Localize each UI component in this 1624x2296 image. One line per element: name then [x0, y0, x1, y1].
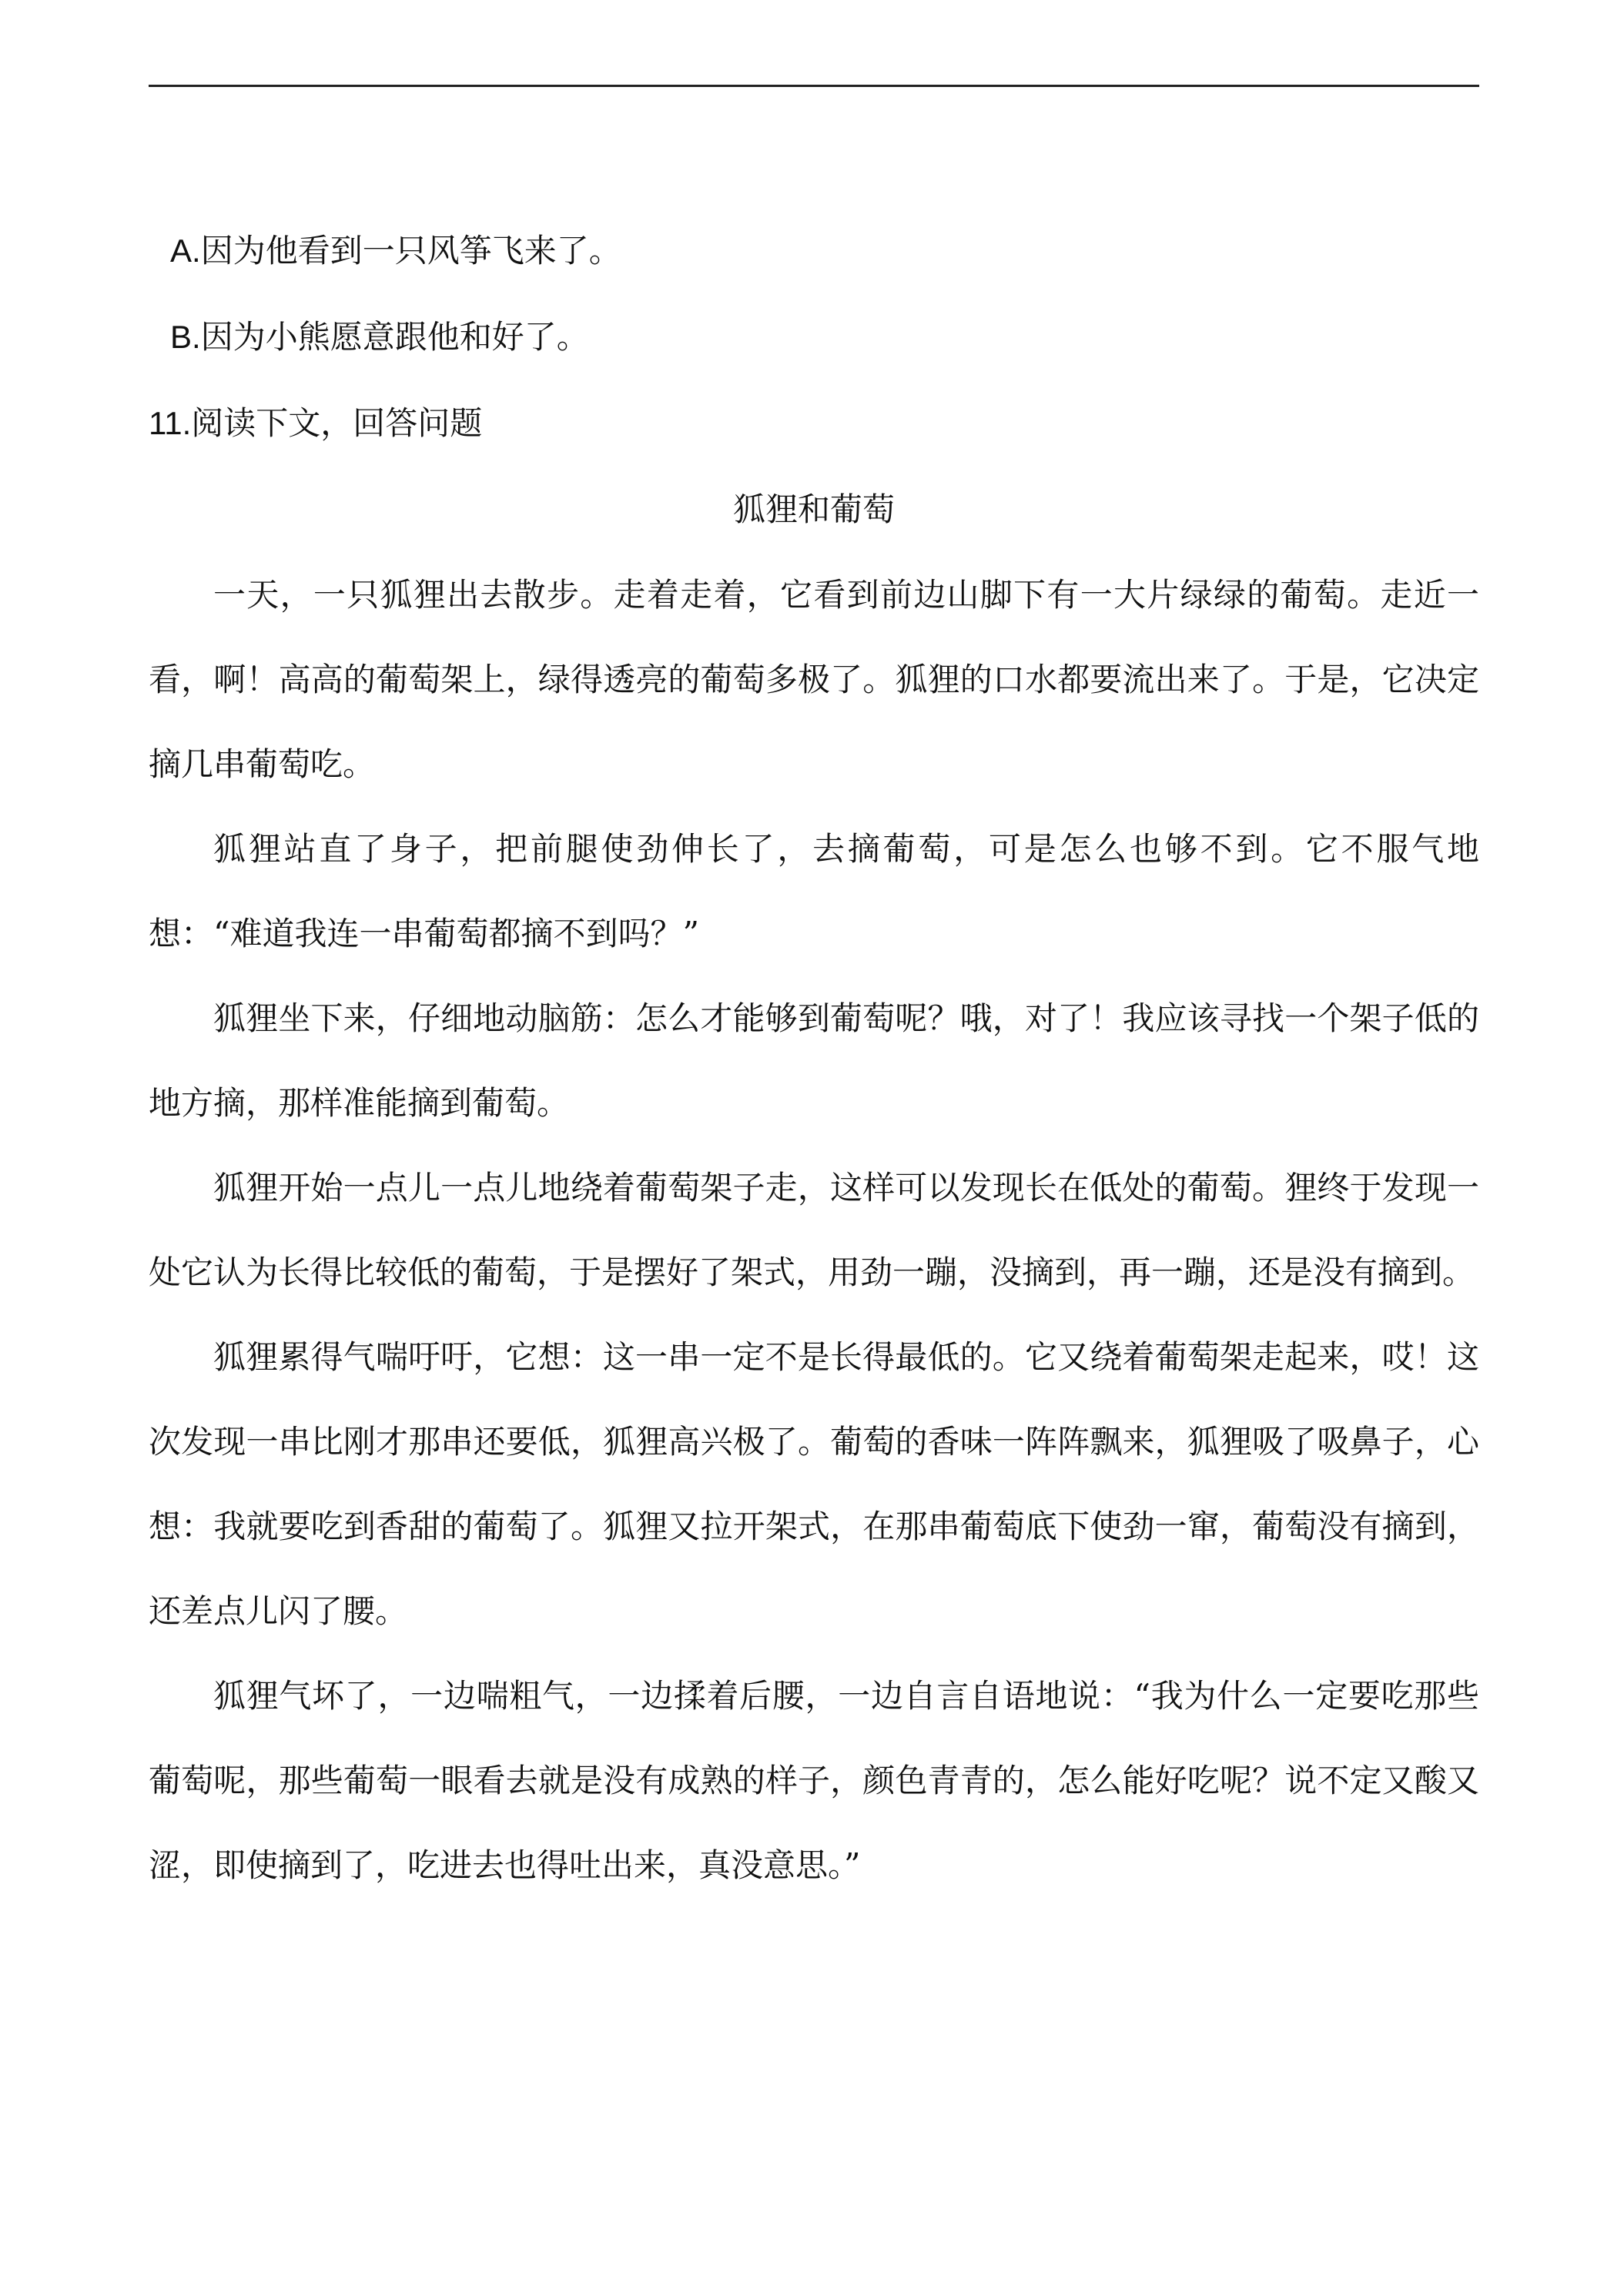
option-b	[149, 294, 1479, 380]
question-prompt: 阅读下文，回答问题	[191, 404, 483, 442]
option-a-letter: A.	[170, 233, 201, 269]
story-paragraph-2: 狐狸站直了身子，把前腿使劲伸长了，去摘葡萄，可是怎么也够不到。它不服气地想：“难道我连一串葡萄都摘不到吗？”	[149, 830, 1479, 952]
story-paragraph-4: 狐狸开始一点儿一点儿地绕着葡萄架子走，这样可以发现长在低处的葡萄。狸终于发现一处它认为长得比较低的葡萄，于是摆好了架式，用劲一蹦，没摘到，再一蹦，还是没有摘到。	[149, 1169, 1479, 1291]
story-paragraph-3: 狐狸坐下来，仔细地动脑筋：怎么才能够到葡萄呢？哦，对了！我应该寻找一个架子低的地方摘，那样准能摘到葡萄。	[149, 999, 1479, 1122]
option-a	[149, 208, 1479, 294]
question-number: 11.	[149, 405, 192, 441]
story-paragraph-6: 狐狸气坏了，一边喘粗气，一边揉着后腰，一边自言自语地说：“我为什么一定要吃那些葡萄呢，那些葡萄一眼看去就是没有成熟的样子，颜色青青的，怎么能好吃呢？说不定又酸又涩，即使摘到了，吃进去也得吐出来，真没意思。”	[149, 1677, 1479, 1884]
story-title: 狐狸和葡萄	[732, 490, 895, 528]
question-11	[149, 380, 1479, 467]
option-b-letter: B.	[170, 319, 201, 355]
header-rule	[149, 85, 1479, 87]
story-paragraph-5: 狐狸累得气喘吁吁，它想：这一串一定不是长得最低的。它又绕着葡萄架走起来，哎！这次发现一串比刚才那串还要低，狐狸高兴极了。葡萄的香味一阵阵飘来，狐狸吸了吸鼻子，心想：我就要吃到香甜的葡萄了。狐狸又拉开架式，在那串葡萄底下使劲一窜，葡萄没有摘到，还差点儿闪了腰。	[149, 1338, 1479, 1630]
story-paragraph-1: 一天，一只狐狸出去散步。走着走着，它看到前边山脚下有一大片绿绿的葡萄。走近一看，啊！高高的葡萄架上，绿得透亮的葡萄多极了。狐狸的口水都要流出来了。于是，它决定摘几串葡萄吃。	[149, 576, 1479, 783]
option-a-text: 因为他看到一只风筝飞来了。	[200, 232, 621, 269]
option-b-text: 因为小熊愿意跟他和好了。	[200, 318, 589, 356]
document-content	[149, 208, 1479, 1908]
